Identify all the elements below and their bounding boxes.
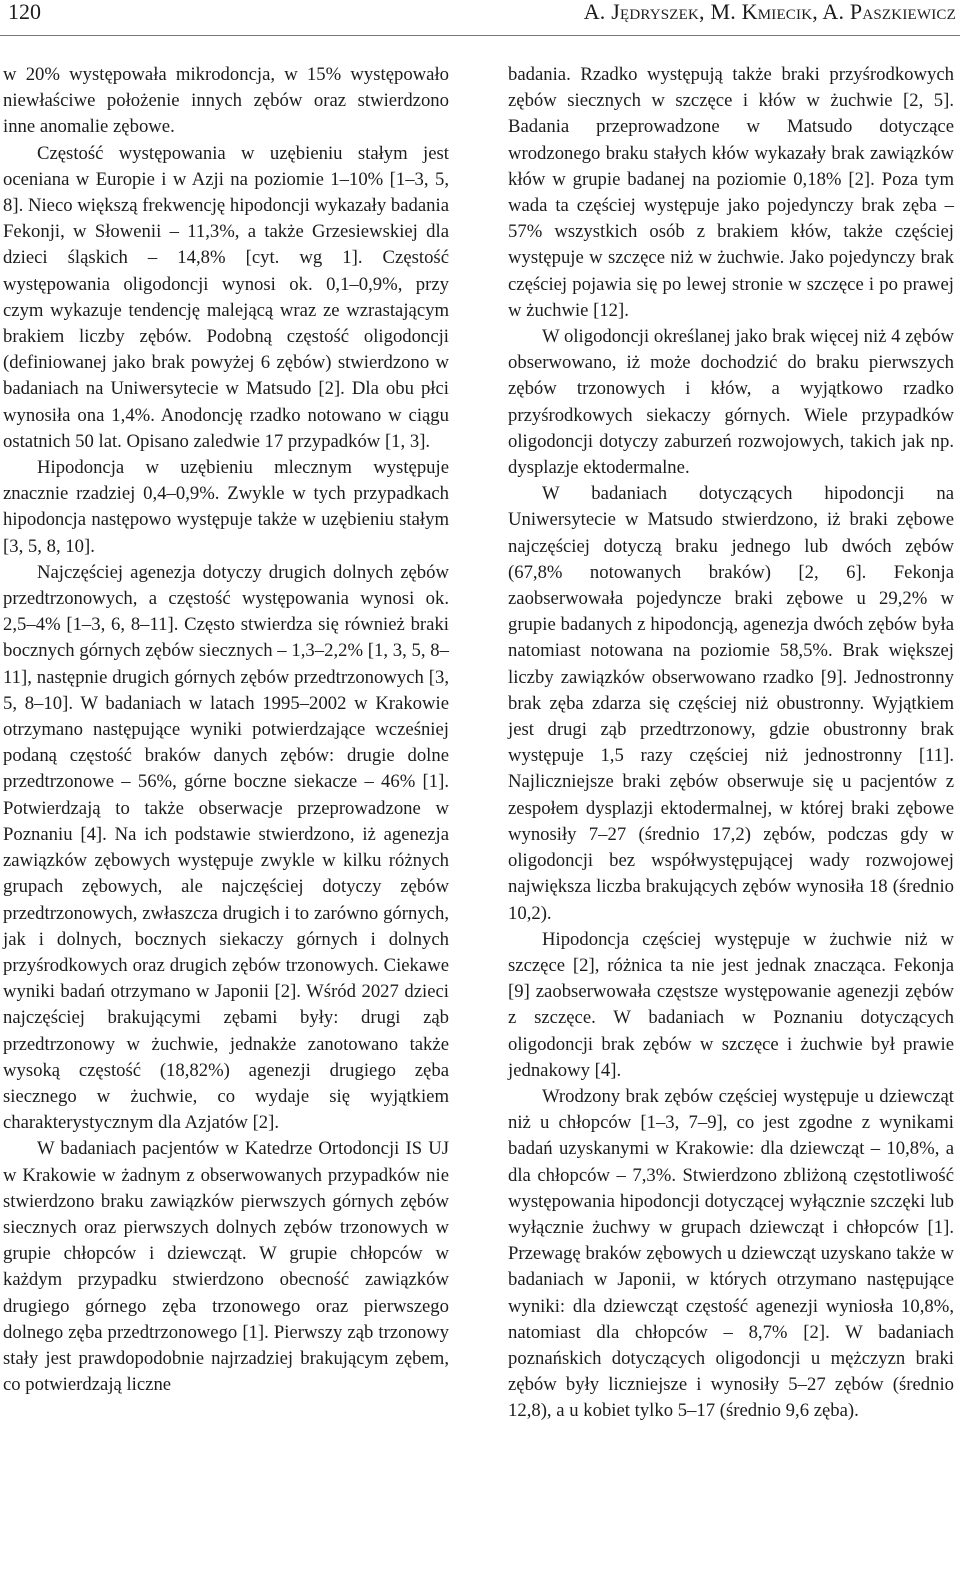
page-number: 120 (8, 0, 41, 24)
paragraph: Wrodzony brak zębów częściej występuje u dziewcząt niż u chłopców [1–3, 7–9], co jest zgodne z wynikami badań uzyskanymi w Krakowie: dla dziewcząt – 10,8%, a dla chłopców – 7,3%. Stwierdzono zbliżoną częstotliwość występowania hipodoncji dotyczącej wyłącznie szczęki lub wyłącznie żuchwy w grupach dziewcząt i chłopców [1]. Przewagę braków zębowych u dziewcząt uzyskano także w badaniach w Japonii, w których otrzymano następujące wyniki: dla dziewcząt częstość agenezji wyniosła 10,8%, natomiast dla chłopców – 8,7% [2]. W badaniach poznańskich dotyczących oligodoncji u mężczyzn braki zębów były liczniejsze i wynosiły 5–27 zębów (średnio 12,8), a u kobiet tylko 5–17 (średnio 9,6 zęba). (508, 1085, 954, 1422)
paragraph: W oligodoncji określanej jako brak więcej niż 4 zębów obserwowano, iż może dochodzić do braku pierwszych zębów trzonowych i kłów, a wyjątkowo rzadko przyśrodkowych siekaczy górnych. Wiele przypadków oligodoncji dotyczy zaburzeń rozwojowych, takich jak np. dysplazje ektodermalne. (508, 326, 954, 479)
paragraph: Hipodoncja częściej występuje w żuchwie niż w szczęce [2], różnica ta nie jest jednak znacząca. Fekonja [9] zaobserwowała częstsze występowanie agenezji zębów z szczęce. W badaniach w Poznaniu dotyczących oligodoncji brak zębów w szczęce i żuchwie był prawie jednakowy [4]. (508, 928, 954, 1081)
paragraph: W badaniach pacjentów w Katedrze Ortodoncji IS UJ w Krakowie w żadnym z obserwowanych przypadków nie stwierdzono braku zawiązków pierwszych górnych zębów siecznych oraz pierwszych dolnych zębów trzonowych w grupie chłopców i dziewcząt. W grupie chłopców w każdym przypadku stwierdzono obecność zawiązków drugiego górnego zęba trzonowego oraz pierwszego dolnego zęba przedtrzonowego [1]. Pierwszy ząb trzonowy stały jest prawdopodobnie najrzadziej brakującym zębem, co potwierdzają liczne (3, 1138, 449, 1396)
left-column (3, 62, 449, 1398)
paragraph: Hipodoncja w uzębieniu mlecznym występuje znacznie rzadziej 0,4–0,9%. Zwykle w tych przypadkach hipodoncja następowo występuje także w uzębieniu stałym [3, 5, 8, 10]. (3, 457, 449, 557)
paragraph: w 20% występowała mikrodoncja, w 15% występowało niewłaściwe położenie innych zębów oraz stwierdzono inne anomalie zębowe. (3, 64, 449, 138)
paragraph: badania. Rzadko występują także braki przyśrodkowych zębów siecznych w szczęce i kłów w żuchwie [2, 5]. Badania przeprowadzone w Matsudo dotyczące wrodzonego braku stałych kłów wykazały brak zawiązków kłów w grupie badanej na poziomie 0,18% [2]. Poza tym wada ta częściej występuje jako pojedynczy brak zęba – 57% wszystkich osób z brakiem kłów, także częściej występuje w szczęce niż w żuchwie. Jako pojedynczy brak częściej pojawia się po lewej stronie w szczęce i po prawej w żuchwie [12]. (508, 64, 954, 321)
right-column (508, 62, 954, 1425)
header-rule (0, 35, 960, 36)
paragraph: W badaniach dotyczących hipodoncji na Uniwersytecie w Matsudo stwierdzono, iż braki zębowe najczęściej dotyczą braku jednego lub dwóch zębów (67,8% notowanych braków) [2, 6]. Fekonja zaobserwowała pojedyncze braki zębowe u 29,2% w grupie badanych z hipodoncją, agenezja dwóch zębów była natomiast notowana na poziomie 58,5%. Brak większej liczby zawiązków obserwowano rzadko [9]. Jednostronny brak zęba zdarza się częściej niż obustronny. Wyjątkiem jest drugi ząb przedtrzonowy, gdzie obustronny brak występuje 1,5 razy częściej niż jednostronny [11]. Najliczniejsze braki zębów obserwuje się u pacjentów z zespołem dysplazji ektodermalnej, w której braki zębowe wynosiły 7–27 (średnio 17,2) zębów, podczas gdy w oligodoncji bez współwystępującej wady rozwojowej największa liczba brakujących zębów wynosiła 18 (średnio 10,2). (508, 483, 954, 924)
running-head-authors: A. Jędryszek, M. Kmiecik, A. Paszkiewicz (583, 0, 956, 24)
paragraph: Częstość występowania w uzębieniu stałym jest oceniana w Europie i w Azji na poziomie 1–10% [1–3, 5, 8]. Nieco większą frekwencję hipodoncji wykazały badania Fekonji, w Słowenii – 11,3%, a także Grzesiewskiej dla dzieci śląskich – 14,8% [cyt. wg 1]. Częstość występowania oligodoncji wynosi ok. 0,1–0,9%, przy czym wykazuje tendencję malejącą wraz ze wzrastającym brakiem liczby zębów. Podobną częstość oligodoncji (definiowanej jako brak powyżej 6 zębów) stwierdzono w badaniach na Uniwersytecie w Matsudo [2]. Dla obu płci wynosiła ona 1,4%. Anodoncję rzadko notowano w ciągu ostatnich 50 lat. Opisano zaledwie 17 przypadków [1, 3]. (3, 142, 449, 452)
paragraph: Najczęściej agenezja dotyczy drugich dolnych zębów przedtrzonowych, a częstość występowania wynosi ok. 2,5–4% [1–3, 6, 8–11]. Często stwierdza się również braki bocznych górnych zębów siecznych – 1,3–2,2% [1, 3, 5, 8–11], następnie drugich górnych zębów przedtrzonowych [3, 5, 8–10]. W badaniach w latach 1995–2002 w Krakowie otrzymano następujące wyniki potwierdzające wcześniej podaną częstość braków danych zębów: drugie dolne przedtrzonowe – 56%, górne boczne siekacze – 46% [1]. Potwierdzają to także obserwacje przeprowadzone w Poznaniu [4]. Na ich podstawie stwierdzono, iż agenezja zawiązków zębowych występuje zwykle w kilku różnych grupach zębowych, ale najczęściej dotyczy zębów przedtrzonowych, zwłaszcza drugich i to zarówno górnych, jak i dolnych, bocznych siekaczy górnych i dolnych przyśrodkowych oraz drugich zębów trzonowych. Ciekawe wyniki badań otrzymano w Japonii [2]. Wśród 2027 dzieci najczęściej brakującymi zębami były: drugi ząb przedtrzonowy w żuchwie, jednakże zanotowano także wysoką częstość (18,82%) agenezji drugiego zęba siecznego w żuchwie, co wydaje się wyjątkiem charakterystycznym dla Azjatów [2]. (3, 561, 449, 1134)
